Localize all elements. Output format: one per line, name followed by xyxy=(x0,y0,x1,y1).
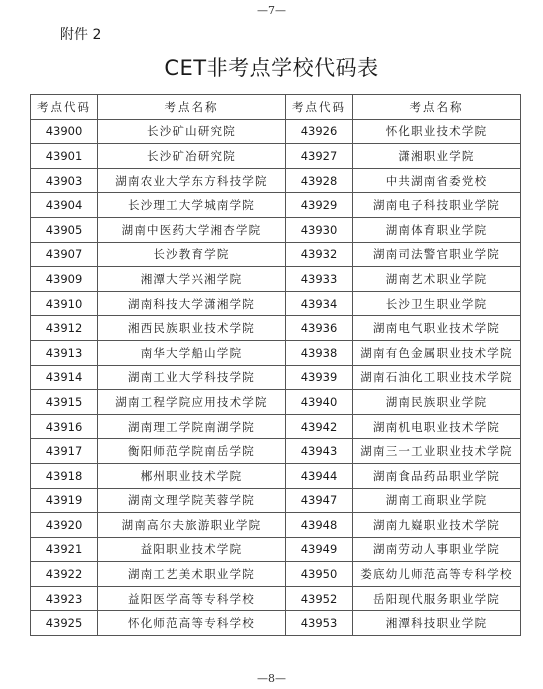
code-left-cell: 43912 xyxy=(31,316,98,341)
name-right-cell: 湖南有色金属职业技术学院 xyxy=(353,340,521,365)
code-right-cell: 43938 xyxy=(286,340,353,365)
code-right-cell: 43930 xyxy=(286,217,353,242)
name-left-cell: 湘西民族职业技术学院 xyxy=(98,316,286,341)
code-right-cell: 43940 xyxy=(286,390,353,415)
name-right-cell: 湘潭科技职业学院 xyxy=(353,611,521,636)
header-code-right: 考点代码 xyxy=(286,95,353,120)
table-row xyxy=(31,537,521,562)
name-left-cell: 湖南农业大学东方科技学院 xyxy=(98,168,286,193)
name-left-cell: 怀化师范高等专科学校 xyxy=(98,611,286,636)
table-row xyxy=(31,586,521,611)
name-left-cell: 湖南理工学院南湖学院 xyxy=(98,414,286,439)
table-row xyxy=(31,291,521,316)
table-row xyxy=(31,439,521,464)
name-left-cell: 湖南工艺美术职业学院 xyxy=(98,562,286,587)
name-left-cell: 益阳职业技术学院 xyxy=(98,537,286,562)
code-right-cell: 43934 xyxy=(286,291,353,316)
name-right-cell: 湖南电子科技职业学院 xyxy=(353,193,521,218)
code-left-cell: 43922 xyxy=(31,562,98,587)
code-left-cell: 43909 xyxy=(31,267,98,292)
name-left-cell: 湖南文理学院芙蓉学院 xyxy=(98,488,286,513)
name-right-cell: 湖南食品药品职业学院 xyxy=(353,463,521,488)
code-right-cell: 43926 xyxy=(286,119,353,144)
code-left-cell: 43907 xyxy=(31,242,98,267)
code-left-cell: 43910 xyxy=(31,291,98,316)
table-row xyxy=(31,463,521,488)
table-row xyxy=(31,488,521,513)
code-left-cell: 43923 xyxy=(31,586,98,611)
code-right-cell: 43943 xyxy=(286,439,353,464)
name-right-cell: 湖南三一工业职业技术学院 xyxy=(353,439,521,464)
name-left-cell: 湖南科技大学潇湘学院 xyxy=(98,291,286,316)
name-right-cell: 湖南司法警官职业学院 xyxy=(353,242,521,267)
page-title: CET非考点学校代码表 xyxy=(164,56,379,80)
name-left-cell: 湖南工业大学科技学院 xyxy=(98,365,286,390)
name-left-cell: 长沙矿冶研究院 xyxy=(98,144,286,169)
header-name-right: 考点名称 xyxy=(353,95,521,120)
name-right-cell: 怀化职业技术学院 xyxy=(353,119,521,144)
code-left-cell: 43919 xyxy=(31,488,98,513)
page-number-top: —7— xyxy=(257,4,286,17)
table-row xyxy=(31,242,521,267)
name-right-cell: 湖南九嶷职业技术学院 xyxy=(353,513,521,538)
code-left-cell: 43921 xyxy=(31,537,98,562)
header-name-left: 考点名称 xyxy=(98,95,286,120)
name-right-cell: 潇湘职业学院 xyxy=(353,144,521,169)
name-right-cell: 长沙卫生职业学院 xyxy=(353,291,521,316)
name-right-cell: 湖南劳动人事职业学院 xyxy=(353,537,521,562)
code-left-cell: 43903 xyxy=(31,168,98,193)
page-number-bottom: —8— xyxy=(257,672,286,685)
name-right-cell: 娄底幼儿师范高等专科学校 xyxy=(353,562,521,587)
name-right-cell: 湖南工商职业学院 xyxy=(353,488,521,513)
table-row xyxy=(31,562,521,587)
code-left-cell: 43914 xyxy=(31,365,98,390)
name-right-cell: 中共湖南省委党校 xyxy=(353,168,521,193)
table-row xyxy=(31,340,521,365)
code-right-cell: 43950 xyxy=(286,562,353,587)
table-row xyxy=(31,217,521,242)
header-code-left: 考点代码 xyxy=(31,95,98,120)
code-right-cell: 43929 xyxy=(286,193,353,218)
code-right-cell: 43948 xyxy=(286,513,353,538)
name-left-cell: 益阳医学高等专科学校 xyxy=(98,586,286,611)
name-left-cell: 衡阳师范学院南岳学院 xyxy=(98,439,286,464)
name-right-cell: 岳阳现代服务职业学院 xyxy=(353,586,521,611)
attachment-label: 附件 2 xyxy=(60,27,102,43)
name-left-cell: 湖南中医药大学湘杏学院 xyxy=(98,217,286,242)
table-header-row xyxy=(31,95,521,120)
name-left-cell: 湘潭大学兴湘学院 xyxy=(98,267,286,292)
code-right-cell: 43953 xyxy=(286,611,353,636)
code-right-cell: 43949 xyxy=(286,537,353,562)
code-left-cell: 43915 xyxy=(31,390,98,415)
code-right-cell: 43928 xyxy=(286,168,353,193)
code-right-cell: 43952 xyxy=(286,586,353,611)
table-row xyxy=(31,611,521,636)
name-left-cell: 湖南工程学院应用技术学院 xyxy=(98,390,286,415)
code-right-cell: 43927 xyxy=(286,144,353,169)
table-row xyxy=(31,144,521,169)
code-left-cell: 43904 xyxy=(31,193,98,218)
table-row xyxy=(31,513,521,538)
name-left-cell: 长沙矿山研究院 xyxy=(98,119,286,144)
name-right-cell: 湖南体育职业学院 xyxy=(353,217,521,242)
table-row xyxy=(31,119,521,144)
name-right-cell: 湖南机电职业技术学院 xyxy=(353,414,521,439)
code-left-cell: 43905 xyxy=(31,217,98,242)
table-row xyxy=(31,414,521,439)
name-left-cell: 南华大学船山学院 xyxy=(98,340,286,365)
code-right-cell: 43932 xyxy=(286,242,353,267)
code-right-cell: 43944 xyxy=(286,463,353,488)
name-right-cell: 湖南石油化工职业技术学院 xyxy=(353,365,521,390)
table-row xyxy=(31,390,521,415)
code-left-cell: 43900 xyxy=(31,119,98,144)
code-left-cell: 43925 xyxy=(31,611,98,636)
code-left-cell: 43913 xyxy=(31,340,98,365)
code-left-cell: 43920 xyxy=(31,513,98,538)
name-right-cell: 湖南电气职业技术学院 xyxy=(353,316,521,341)
code-right-cell: 43936 xyxy=(286,316,353,341)
name-left-cell: 郴州职业技术学院 xyxy=(98,463,286,488)
code-left-cell: 43917 xyxy=(31,439,98,464)
code-left-cell: 43901 xyxy=(31,144,98,169)
code-right-cell: 43933 xyxy=(286,267,353,292)
name-left-cell: 长沙教育学院 xyxy=(98,242,286,267)
table-row xyxy=(31,193,521,218)
table-row xyxy=(31,267,521,292)
code-right-cell: 43942 xyxy=(286,414,353,439)
name-left-cell: 湖南高尔夫旅游职业学院 xyxy=(98,513,286,538)
table-body xyxy=(31,119,521,635)
name-left-cell: 长沙理工大学城南学院 xyxy=(98,193,286,218)
code-right-cell: 43947 xyxy=(286,488,353,513)
code-left-cell: 43916 xyxy=(31,414,98,439)
code-right-cell: 43939 xyxy=(286,365,353,390)
code-left-cell: 43918 xyxy=(31,463,98,488)
school-code-table xyxy=(30,94,521,636)
table-row xyxy=(31,316,521,341)
table-row xyxy=(31,365,521,390)
name-right-cell: 湖南民族职业学院 xyxy=(353,390,521,415)
name-right-cell: 湖南艺术职业学院 xyxy=(353,267,521,292)
table-row xyxy=(31,168,521,193)
